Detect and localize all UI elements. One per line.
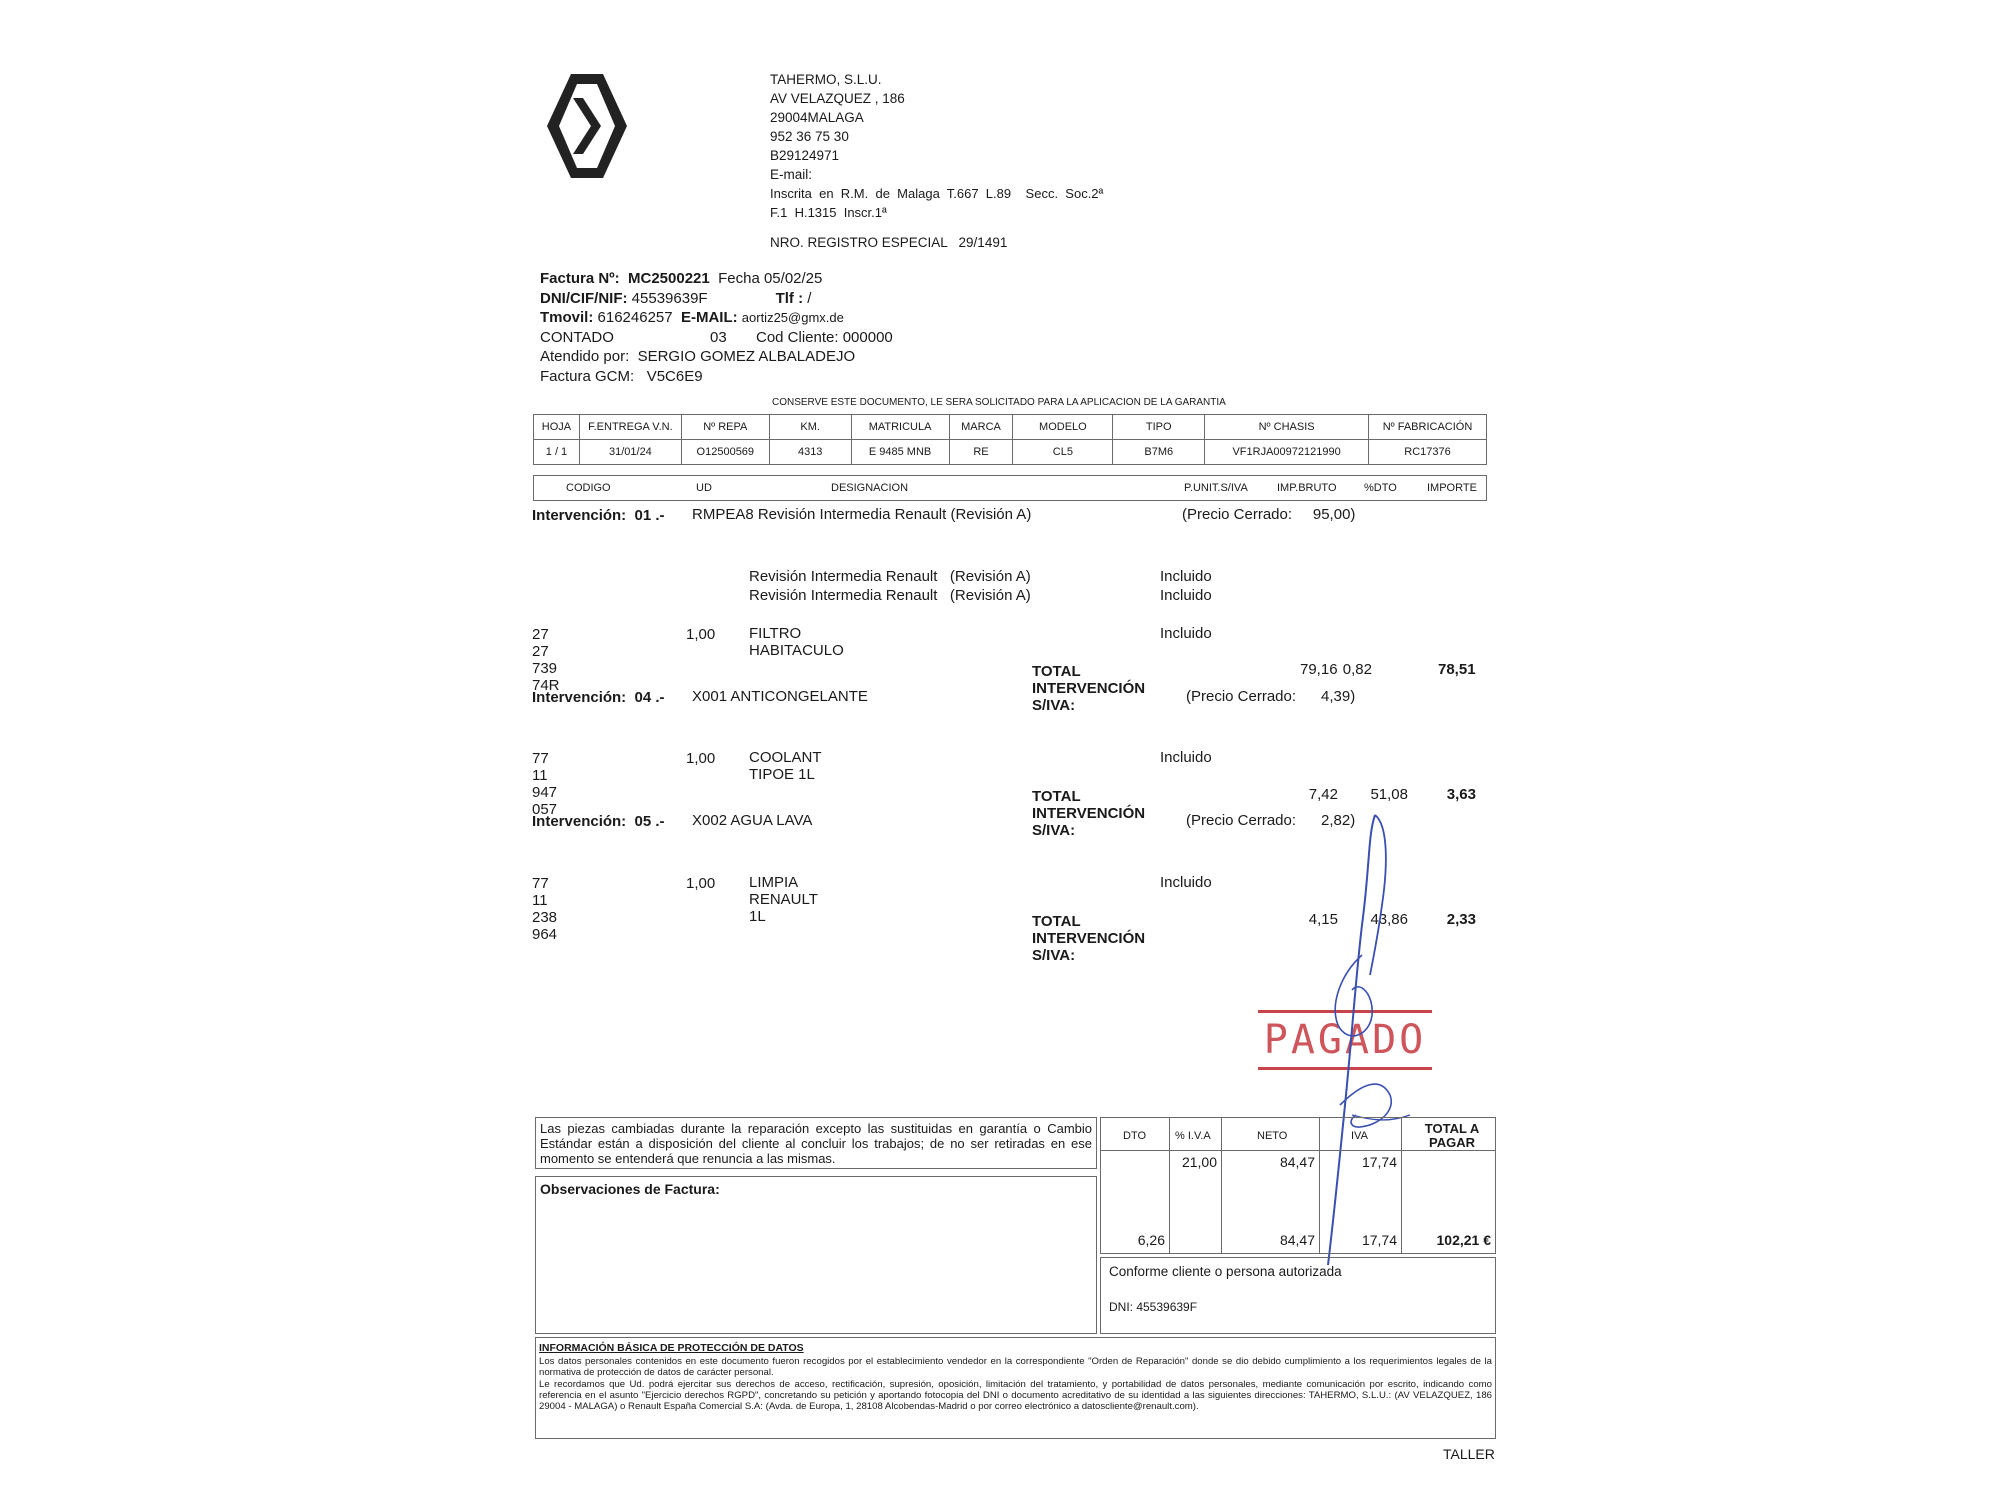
company-address: AV VELAZQUEZ , 186 bbox=[770, 91, 905, 106]
precio-cerrado: (Precio Cerrado: 95,00) bbox=[1182, 506, 1356, 523]
vehicle-value: B7M6 bbox=[1113, 440, 1205, 465]
factura-number: MC2500221 bbox=[628, 270, 710, 287]
tlf-value: / bbox=[807, 289, 812, 307]
item-status: Incluido bbox=[1160, 587, 1212, 604]
gcm-label: Factura GCM: bbox=[540, 367, 635, 385]
vehicle-header: Nº REPA bbox=[681, 415, 769, 440]
privacy-p1: Los datos personales contenidos en este documento fueron recogidos por el establecimiento vendedor en la correspondiente "Orden de Reparación" donde se dio debido cumplimiento a los requerimientos legales de la normativa de protección de datos de carácter personal. bbox=[539, 1356, 1492, 1378]
col-impbruto: IMP.BRUTO bbox=[1277, 482, 1337, 494]
totals-header-neto: NETO bbox=[1257, 1130, 1288, 1142]
payment-method: CONTADO bbox=[540, 328, 614, 346]
fecha-label: Fecha bbox=[718, 270, 760, 287]
parts-notice-box bbox=[535, 1117, 1097, 1169]
gcm-value: V5C6E9 bbox=[646, 367, 703, 385]
tlf-label: Tlf : bbox=[775, 289, 804, 307]
totals-box bbox=[1100, 1117, 1496, 1254]
col-ud: UD bbox=[696, 482, 712, 494]
totals-header-iva: IVA bbox=[1351, 1130, 1368, 1142]
vehicle-header: Nº CHASIS bbox=[1205, 415, 1369, 440]
cod-cliente-value: 000000 bbox=[842, 328, 893, 346]
company-email: E-mail: bbox=[770, 167, 813, 182]
vehicle-value: 4313 bbox=[769, 440, 851, 465]
total-dto: 0,82 bbox=[1342, 661, 1372, 678]
conforme-box bbox=[1100, 1257, 1496, 1334]
totals-header-total: TOTAL A PAGAR bbox=[1424, 1121, 1480, 1150]
vehicle-value: VF1RJA00972121990 bbox=[1205, 440, 1369, 465]
precio-cerrado: (Precio Cerrado: 2,82) bbox=[1186, 812, 1356, 829]
intervention-desc: RMPEA8 Revisión Intermedia Renault (Revisión A) bbox=[692, 506, 1032, 523]
renault-logo bbox=[543, 70, 631, 182]
total-intervention-label: TOTAL INTERVENCIÓN S/IVA: bbox=[1032, 663, 1146, 714]
parts-notice: Las piezas cambiadas durante la reparación excepto las sustituidas en garantía o Cambio Estándar están a disposición del cliente al concluir los trabajos; de no ser retiradas en ese momento se entenderá que renuncia a las mismas. bbox=[540, 1121, 1092, 1166]
total-bruto: 4,15 bbox=[1308, 911, 1338, 928]
total-bruto: 7,42 bbox=[1308, 786, 1338, 803]
observaciones-label: Observaciones de Factura: bbox=[540, 1181, 720, 1197]
col-designacion: DESIGNACION bbox=[831, 482, 909, 494]
item-ud: 1,00 bbox=[686, 875, 716, 892]
intervention-label: Intervención: 04 .- bbox=[532, 689, 665, 706]
fecha-value: 05/02/25 bbox=[763, 270, 823, 287]
item-status: Incluido bbox=[1160, 874, 1212, 891]
vehicle-header: Nº FABRICACIÓN bbox=[1369, 415, 1487, 440]
dni-signature: DNI: 45539639F bbox=[1109, 1300, 1198, 1314]
vehicle-value: 1 / 1 bbox=[534, 440, 580, 465]
privacy-title: INFORMACIÓN BÁSICA DE PROTECCIÓN DE DATOS bbox=[539, 1342, 804, 1354]
item-desig: LIMPIA RENAULT 1L bbox=[749, 874, 818, 925]
vehicle-value-row bbox=[534, 440, 1487, 465]
vehicle-header: MARCA bbox=[949, 415, 1013, 440]
total-bruto: 79,16 bbox=[1300, 661, 1338, 678]
item-status: Incluido bbox=[1160, 749, 1212, 766]
totals-r2-neto: 84,47 bbox=[1279, 1232, 1315, 1248]
intervention-label: Intervención: 01 .- bbox=[532, 507, 665, 524]
totals-r1-neto: 84,47 bbox=[1279, 1154, 1315, 1170]
totals-header-iva-pct: % I.V.A bbox=[1175, 1130, 1211, 1142]
col-importe: IMPORTE bbox=[1427, 482, 1477, 494]
vehicle-header: KM. bbox=[769, 415, 851, 440]
total-importe: 78,51 bbox=[1438, 661, 1476, 678]
conforme-label: Conforme cliente o persona autorizada bbox=[1109, 1264, 1342, 1279]
totals-r1-iva: 17,74 bbox=[1361, 1154, 1397, 1170]
total-intervention-label: TOTAL INTERVENCIÓN S/IVA: bbox=[1032, 913, 1146, 964]
vehicle-header: MODELO bbox=[1013, 415, 1113, 440]
company-registry-2: F.1 H.1315 Inscr.1ª bbox=[770, 205, 887, 220]
total-importe: 2,33 bbox=[1446, 911, 1476, 928]
atendido-value: SERGIO GOMEZ ALBALADEJO bbox=[637, 348, 856, 365]
vehicle-value: RE bbox=[949, 440, 1013, 465]
item-status: Incluido bbox=[1160, 568, 1212, 585]
col-punit: P.UNIT.S/IVA bbox=[1184, 482, 1248, 494]
privacy-p2: Le recordamos que Ud. podrá ejercitar sus derechos de acceso, rectificación, supresión, oposición, limitación del tratamiento, y portabilidad de datos personales, mediante comunicación por escrito, indicando como referencia en el asunto "Ejercicio derechos RGPD", concretando su petición y aportando fotocopia del DNI o documento acreditativo de su identidad a las siguientes direcciones: TAHERMO, S.L.U.: (AV VELAZQUEZ, 186 29004 - MALAGA) o Renault España Comercial S.A: (Avda. de Europa, 1, 28108 Alcobendas-Madrid o por correo electrónico a datoscliente@renault.com). bbox=[539, 1379, 1492, 1412]
intervention-desc: X002 AGUA LAVA bbox=[692, 812, 813, 829]
item-desig: Revisión Intermedia Renault (Revisión A) bbox=[749, 587, 1031, 604]
special-registry: NRO. REGISTRO ESPECIAL 29/1491 bbox=[770, 235, 1008, 250]
company-block bbox=[770, 70, 1103, 222]
total-intervention-label: TOTAL INTERVENCIÓN S/IVA: bbox=[1032, 788, 1146, 839]
totals-header-dto: DTO bbox=[1123, 1130, 1147, 1142]
item-desig: FILTRO HABITACULO bbox=[749, 625, 844, 659]
item-code: 77 11 238 964 bbox=[532, 875, 558, 943]
precio-cerrado: (Precio Cerrado: 4,39) bbox=[1186, 688, 1356, 705]
stamp-text: PAGADO bbox=[1263, 1017, 1427, 1063]
tmovil-value: 616246257 bbox=[597, 309, 673, 326]
payment-code: 03 bbox=[710, 328, 727, 346]
warranty-notice: CONSERVE ESTE DOCUMENTO, LE SERA SOLICITADO PARA LA APLICACION DE LA GARANTIA bbox=[772, 397, 1226, 408]
col-dto: %DTO bbox=[1364, 482, 1397, 494]
privacy-box bbox=[535, 1337, 1496, 1439]
total-importe: 3,63 bbox=[1446, 786, 1476, 803]
total-dto: 51,08 bbox=[1370, 786, 1408, 803]
company-name: TAHERMO, S.L.U. bbox=[770, 72, 882, 87]
company-cif: B29124971 bbox=[770, 148, 840, 163]
item-desig: Revisión Intermedia Renault (Revisión A) bbox=[749, 568, 1031, 585]
item-code: 77 11 947 057 bbox=[532, 750, 558, 818]
col-codigo: CODIGO bbox=[566, 482, 611, 494]
vehicle-value: CL5 bbox=[1013, 440, 1113, 465]
item-code: 27 27 739 74R bbox=[532, 626, 560, 694]
observaciones-box bbox=[535, 1176, 1097, 1334]
invoice-info bbox=[540, 269, 893, 386]
vehicle-value: E 9485 MNB bbox=[851, 440, 949, 465]
item-ud: 1,00 bbox=[686, 750, 716, 767]
intervention-label: Intervención: 05 .- bbox=[532, 813, 665, 830]
intervention-desc: X001 ANTICONGELANTE bbox=[692, 688, 868, 705]
total-a-pagar: 102,21 € bbox=[1436, 1232, 1491, 1248]
vehicle-header: F.ENTREGA V.N. bbox=[579, 415, 681, 440]
item-status: Incluido bbox=[1160, 625, 1212, 642]
company-registry-1: Inscrita en R.M. de Malaga T.667 L.89 Secc. Soc.2ª bbox=[770, 186, 1104, 201]
factura-label: Factura Nº: bbox=[540, 270, 620, 287]
vehicle-header: MATRICULA bbox=[851, 415, 949, 440]
vehicle-value: O12500569 bbox=[681, 440, 769, 465]
vehicle-header: TIPO bbox=[1113, 415, 1205, 440]
email-value: aortiz25@gmx.de bbox=[741, 310, 844, 325]
total-dto: 43,86 bbox=[1370, 911, 1408, 928]
totals-r2-dto: 6,26 bbox=[1137, 1232, 1165, 1248]
vehicle-table bbox=[533, 414, 1487, 465]
atendido-label: Atendido por: bbox=[540, 348, 630, 365]
vehicle-header-row bbox=[534, 415, 1487, 440]
vehicle-value: RC17376 bbox=[1369, 440, 1487, 465]
item-desig: COOLANT TIPOE 1L bbox=[749, 749, 822, 783]
tmovil-label: Tmovil: bbox=[540, 309, 594, 326]
vehicle-value: 31/01/24 bbox=[579, 440, 681, 465]
lines-header bbox=[533, 475, 1487, 501]
footer-taller: TALLER bbox=[1443, 1446, 1495, 1462]
cod-cliente-label: Cod Cliente: bbox=[756, 328, 839, 346]
dni-value: 45539639F bbox=[631, 289, 708, 307]
vehicle-header: HOJA bbox=[534, 415, 580, 440]
email-label: E-MAIL: bbox=[680, 309, 738, 326]
totals-r2-iva: 17,74 bbox=[1361, 1232, 1397, 1248]
totals-r1-iva-pct: 21,00 bbox=[1181, 1154, 1217, 1170]
company-phone: 952 36 75 30 bbox=[770, 129, 849, 144]
company-city: 29004MALAGA bbox=[770, 110, 864, 125]
item-ud: 1,00 bbox=[686, 626, 716, 643]
dni-label: DNI/CIF/NIF: bbox=[540, 289, 628, 307]
